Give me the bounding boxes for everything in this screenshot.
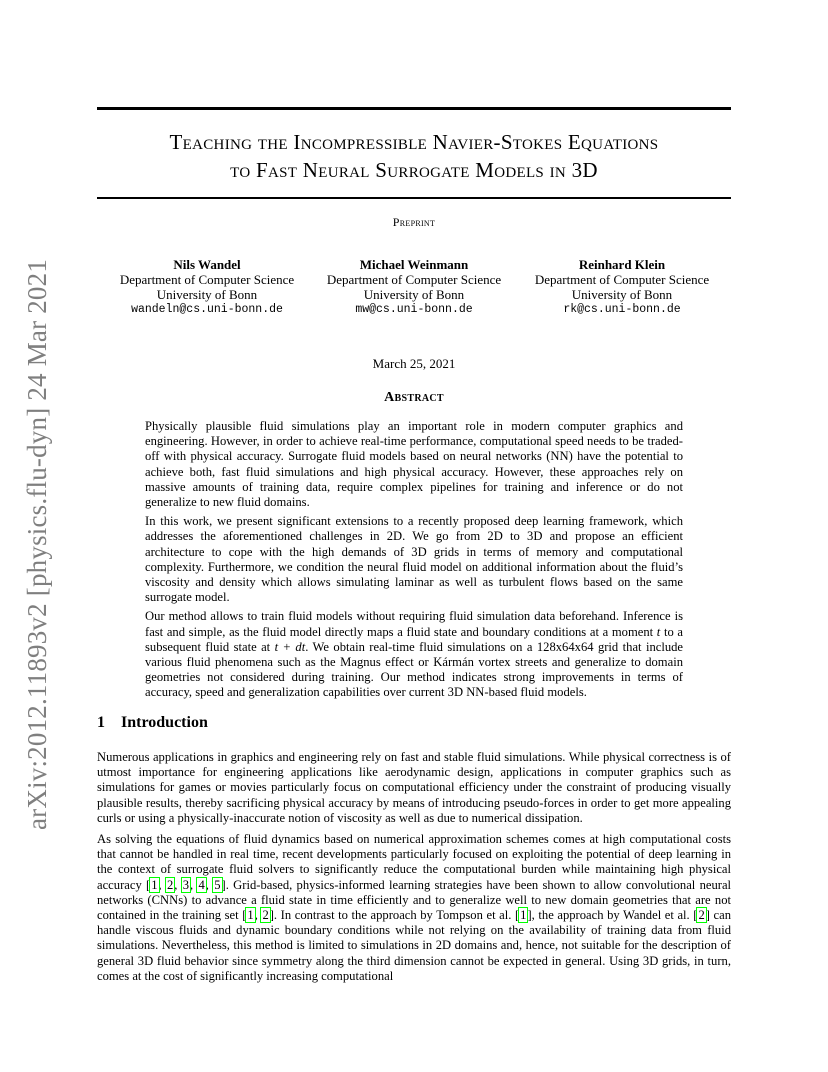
citation-link[interactable]: 2 [166,877,174,892]
author-name: Reinhard Klein [578,257,666,272]
title-rule-bottom [97,197,731,199]
body-paragraph: As solving the equations of fluid dynamics based on numerical approximation schemes comes at high computational costs that cannot be handled in real time, recent developments particularly focused on exploiting the potential of deep learning in the context of surrogate fluid solvers to significantly reduce the computational burden while maintaining high physical accuracy [1, 2, 3, 4, 5]. Grid-based, physics-informed learning strategies have been shown to allow convolutional neural networks (CNNs) to advance a fluid state in time efficiently and to generalize well to new domain geometries that are not contained in the training set [1, 2]. In contrast to the approach by Tompson et al. [1], the approach by Wandel et al. [2] can handle viscous fluids and dynamic boundary conditions while not relying on the availability of training data from fluid simulations. Nevertheless, this method is limited to simulations in 2D domains and, hence, not suitable for the description of general 3D fluid behavior since symmetry along the third dimension cannot be expected in general. Using 3D grids, in turn, comes at the cost of significantly increasing computational [97,832,732,983]
citation-link[interactable]: 1 [247,908,254,923]
text-run: ], the approach by Wandel et al. [ [527,908,698,923]
author-dept: Department of Computer Science [326,272,502,287]
citation-link[interactable]: 5 [214,877,221,892]
citation-link[interactable]: 1 [520,908,527,923]
citation-link[interactable]: 3 [182,877,190,892]
abstract-body [145,419,683,705]
title-line-2: to Fast Neural Surrogate Models in 3D [230,158,598,182]
text-run: ]. In contrast to the approach by Tompson et al. [ [269,908,520,923]
body-paragraph: Numerous applications in graphics and engineering rely on fast and stable fluid simulations. While physical correctness is of utmost importance for engineering applications like aerodynamic design, applications in computer graphics such as simulations for games or movies particularly focus on computational efficiency under the constraint of producing visually plausible results, thereby sacrificing physical accuracy by means of introducing pseudo-forces in order to get more appealing curls or using a physically-inaccurate notion of viscosity as well as due to numerical dissipation. [97,750,731,825]
author-email[interactable]: wandeln@cs.uni-bonn.de [131,303,283,316]
section-number: 1 [97,714,105,731]
abstract-paragraph: Physically plausible fluid simulations play an important role in modern computer graphics and engineering. However, in order to achieve real-time performance, computational speed needs to be traded-off with physical accuracy. Surrogate fluid models based on neural networks (NN) have the potential to achieve both, fast fluid simulations and high physical accuracy. However, these approaches rely on massive amounts of training data, require complex pipelines for training and inference or do not generalize to new fluid domains. [145,419,683,510]
author-name: Nils Wandel [173,257,241,272]
author-univ: University of Bonn [156,287,258,302]
text-run: ]. Grid-based, physics-informed learning strategies have been shown to allow convolutional neural networks (CNNs) to advance a fluid state in time efficiently and to generalize well to new domain geometries that are not contained in the training set [ [97,877,732,923]
author-3 [517,257,727,317]
author-dept: Department of Computer Science [119,272,295,287]
section-title: Introduction [121,714,208,731]
author-dept: Department of Computer Science [534,272,710,287]
abstract-heading: Abstract [384,390,444,405]
citation-link[interactable]: 4 [198,877,205,892]
author-email[interactable]: rk@cs.uni-bonn.de [563,303,681,316]
citation-link[interactable]: 1 [151,877,158,892]
math-t-plus-dt: t + dt [274,639,306,654]
paper-title [97,128,731,184]
title-rule-top [97,107,731,110]
citation-link[interactable]: 2 [698,908,705,923]
text-run: As solving the equations of fluid dynamics based on numerical approximation schemes comes at high computational costs that cannot be handled in real time, recent developments particularly focused on exploiting the potential of deep learning in the context of surrogate fluid solvers to significantly reduce the computational burden while maintaining high physical accuracy [ [97,832,731,892]
publication-date: March 25, 2021 [372,356,456,371]
author-2 [309,257,519,317]
abstract-paragraph: In this work, we present significant extensions to a recently proposed deep learning framework, which addresses the aforementioned challenges in 2D. We go from 2D to 3D and propose an efficient architecture to cope with the high demands of 3D grids in terms of memory and computational complexity. Furthermore, we condition the neural fluid model on additional information about the fluid’s viscosity and density which allows simulating laminar as well as turbulent flows based on the same surrogate model. [145,514,683,605]
introduction-body [97,750,731,990]
abstract-paragraph [145,609,683,700]
arxiv-stamp: arXiv:2012.11893v2 [physics.flu-dyn] 24 Mar 2021 [22,258,52,830]
author-1 [102,257,312,317]
title-line-1: Teaching the Incompressible Navier-Stokes Equations [169,130,659,154]
author-email[interactable]: mw@cs.uni-bonn.de [355,303,473,316]
author-univ: University of Bonn [363,287,465,302]
math-t: t [656,624,661,639]
text-run: Our method allows to train fluid models without requiring fluid simulation data beforehand. Inference is fast and simple, as the fluid model directly maps a fluid state and boundary conditions at a moment [145,609,683,639]
author-univ: University of Bonn [571,287,673,302]
author-name: Michael Weinmann [359,257,469,272]
citation-link[interactable]: 2 [262,908,269,923]
preprint-label: Preprint [392,215,436,229]
text-run: to a subsequent fluid state at [145,624,683,654]
text-run: ] can handle viscous fluids and dynamic boundary conditions while not relying on the availability of training data from fluid simulations. Nevertheless, this method is limited to simulations in 2D domains and, hence, not suitable for the description of general 3D fluid behavior since symmetry along the third dimension cannot be expected in general. Using 3D grids, in turn, comes at the cost of significantly increasing computational [97,908,732,983]
text-run: . We obtain real-time fluid simulations on a 128x64x64 grid that include various fluid phenomena such as the Magnus effect or Kármán vortex streets and generalize to domain geometries not considered during training. Our method indicates strong improvements in terms of accuracy, speed and generalization capabilities over current 3D NN-based fluid models. [145,639,684,700]
section-heading [97,714,208,732]
